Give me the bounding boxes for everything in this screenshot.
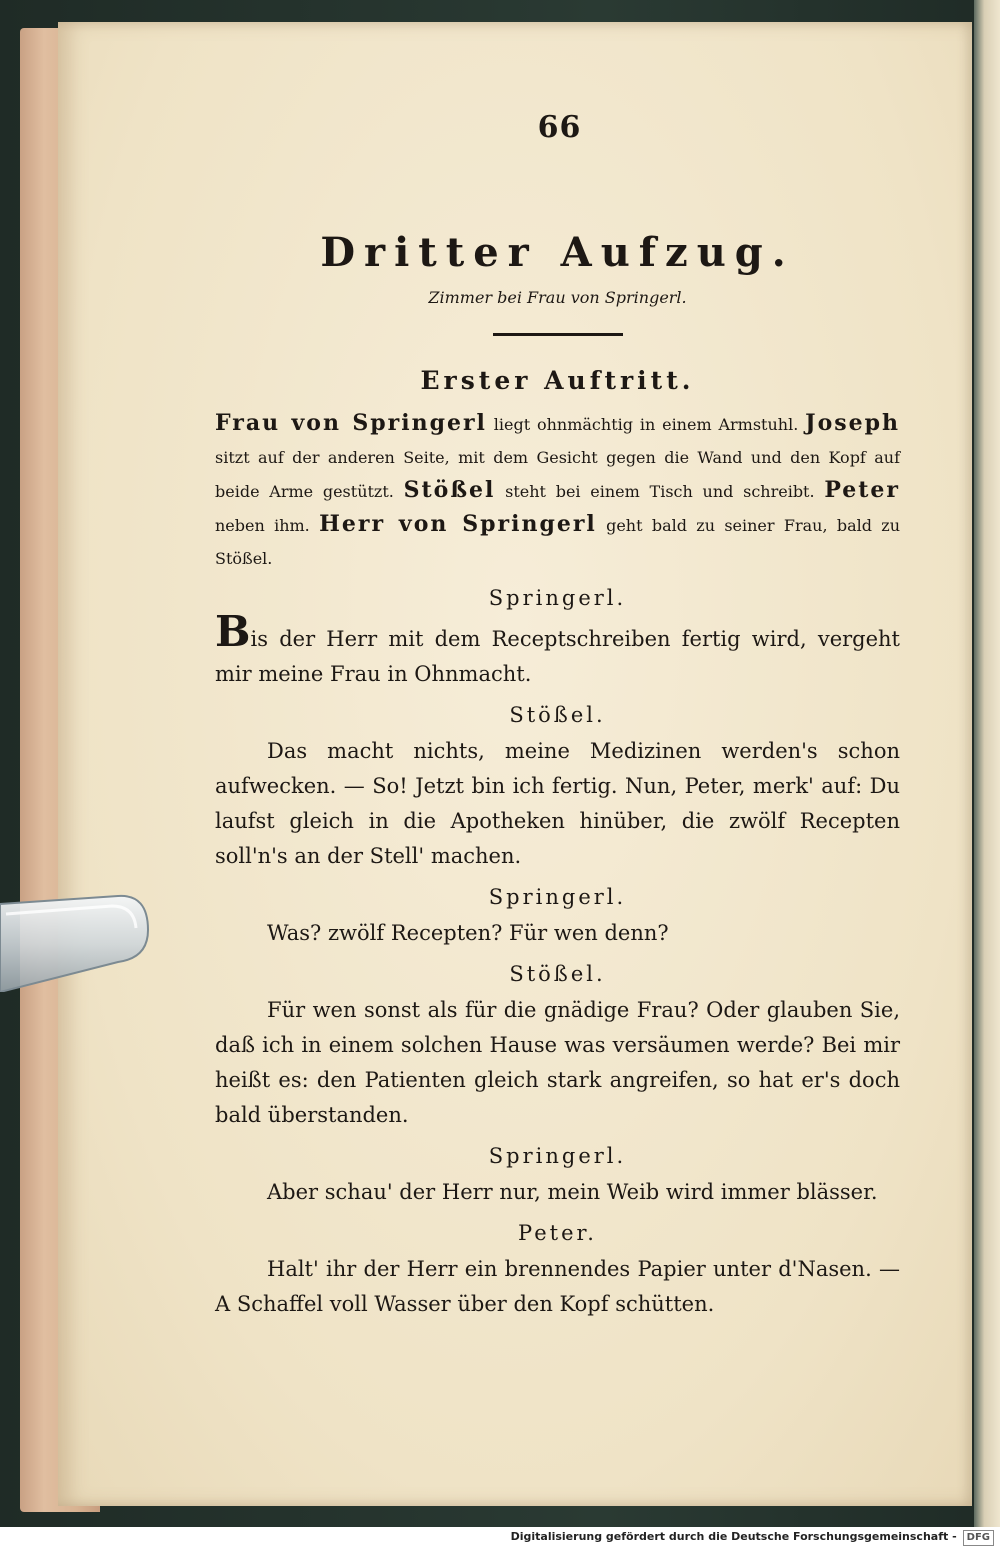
speech-text: Aber schau' der Herr nur, mein Weib wird immer blässer. <box>267 1180 878 1204</box>
speaker-name: Peter. <box>518 1221 597 1245</box>
speech-text <box>215 607 900 692</box>
character-name: Herr von Springerl <box>319 511 597 537</box>
speaker-name: Springerl. <box>488 885 627 909</box>
character-name: Joseph <box>805 410 900 436</box>
page-content <box>215 110 900 1322</box>
act-title: Dritter Aufzug. <box>320 229 795 276</box>
footer-credit: Digitalisierung gefördert durch die Deutsche Forschungsgemeinschaft - <box>510 1530 957 1543</box>
stage-text: liegt ohnmächtig in einem Armstuhl. <box>486 415 806 434</box>
page-number: 66 <box>537 110 582 145</box>
speech-text: Halt' ihr der Herr ein brennendes Papier unter d'Nasen. — A Schaffel voll Wasser über den Kopf schütten. <box>215 1257 900 1316</box>
scene-title: Erster Auftritt. <box>420 366 695 395</box>
footer-bar <box>0 1527 1000 1547</box>
speech-text: Für wen sonst als für die gnädige Frau? Oder glauben Sie, daß ich in einem solchen Hause was versäumen werde? Bei mir heißt es: den Patienten gleich stark angreifen, so hat er's doch bald überstanden. <box>215 998 900 1127</box>
speaker-name: Springerl. <box>488 586 627 610</box>
character-name: Stößel <box>403 477 496 503</box>
drop-cap: B <box>215 607 251 656</box>
character-name: Frau von Springerl <box>215 410 487 436</box>
stage-text: geht bald zu seiner Frau, bald zu Stößel. <box>215 516 901 568</box>
speech-text: Was? zwölf Recepten? Für wen denn? <box>267 921 669 945</box>
speech-text: Das macht nichts, meine Medizinen werden's schon aufwecken. — So! Jetzt bin ich fertig. Nun, Peter, merk' auf: Du laufst gleich in die Apotheken hinüber, die zwölf Recepten soll'n's an der Stell' machen. <box>215 739 900 868</box>
facing-page-edge <box>974 0 1000 1527</box>
speaker-name: Stößel. <box>509 703 606 727</box>
speech-body: is der Herr mit dem Receptschreiben fertig wird, vergeht mir meine Frau in Ohnmacht. <box>215 627 900 686</box>
character-name: Peter <box>824 477 901 503</box>
title-rule <box>493 333 623 336</box>
scene-setting: Zimmer bei Frau von Springerl. <box>428 288 687 307</box>
stage-text: steht bei einem Tisch und schreibt. <box>495 482 825 501</box>
speaker-name: Stößel. <box>509 962 606 986</box>
stage-text: sitzt auf der anderen Seite, mit dem Gesicht gegen die Wand und den Kopf auf beide Arme gestützt. <box>215 448 900 501</box>
dfg-logo: DFG <box>963 1530 994 1546</box>
stage-text: neben ihm. <box>215 516 320 535</box>
speaker-name: Springerl. <box>488 1144 627 1168</box>
stage-direction <box>215 407 900 575</box>
page-holder-clip <box>0 892 150 992</box>
